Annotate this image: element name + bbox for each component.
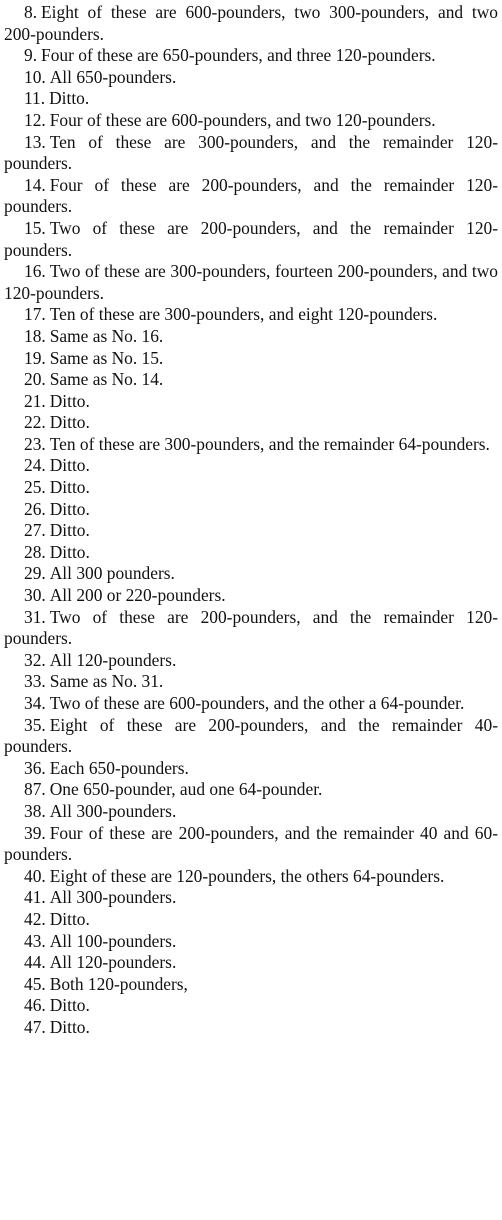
note-text: One 650-pounder, aud one 64-pounder. xyxy=(49,779,323,800)
note-text: Two of these are 200-pounders, and the remainder 120-pounders. xyxy=(4,606,498,649)
note-item xyxy=(4,779,498,801)
note-item xyxy=(4,866,498,888)
note-number: 47. xyxy=(24,1016,46,1037)
note-item xyxy=(4,348,498,370)
note-number: 21. xyxy=(24,390,46,411)
note-number: 13. xyxy=(24,131,46,152)
note-item xyxy=(4,542,498,564)
note-number: 26. xyxy=(24,498,46,519)
note-item xyxy=(4,218,498,261)
note-text: Ditto. xyxy=(49,412,90,433)
note-item xyxy=(4,2,498,45)
note-number: 16. xyxy=(24,261,46,282)
note-text: All 200 or 220-pounders. xyxy=(49,585,226,606)
note-number: 8. xyxy=(24,2,38,22)
note-number: 12. xyxy=(24,109,46,130)
note-number: 11. xyxy=(24,88,46,109)
note-item xyxy=(4,455,498,477)
note-text: Ditto. xyxy=(49,995,90,1016)
note-text: Ten of these are 300-pounders, and the remainder 120-pounders. xyxy=(4,131,498,174)
note-text: Ditto. xyxy=(49,88,90,109)
note-text: Ditto. xyxy=(49,908,90,929)
note-text: All 300-pounders. xyxy=(49,887,177,908)
note-number: 14. xyxy=(24,174,46,195)
note-text: Ten of these are 300-pounders, and the remainder 64-pounders. xyxy=(49,433,490,454)
note-item xyxy=(4,391,498,413)
note-item xyxy=(4,693,498,715)
note-text: Four of these are 200-pounders, and the remainder 40 and 60-pounders. xyxy=(4,822,498,865)
note-item xyxy=(4,434,498,456)
note-number: 39. xyxy=(24,822,46,843)
note-text: Same as No. 14. xyxy=(49,369,164,390)
note-item xyxy=(4,563,498,585)
note-text: Ditto. xyxy=(49,477,90,498)
note-text: Same as No. 15. xyxy=(49,347,164,368)
note-item xyxy=(4,412,498,434)
note-text: All 300 pounders. xyxy=(49,563,175,584)
note-number: 19. xyxy=(24,347,46,368)
note-item xyxy=(4,995,498,1017)
note-item xyxy=(4,585,498,607)
note-number: 46. xyxy=(24,995,46,1016)
note-number: 25. xyxy=(24,477,46,498)
note-item xyxy=(4,887,498,909)
note-item xyxy=(4,823,498,866)
note-number: 17. xyxy=(24,304,46,325)
note-item xyxy=(4,261,498,304)
note-text: All 100-pounders. xyxy=(49,930,177,951)
note-item xyxy=(4,369,498,391)
note-text: Eight of these are 200-pounders, and the remainder 40-pounders. xyxy=(4,714,498,757)
notes-list xyxy=(4,2,498,1039)
note-item xyxy=(4,110,498,132)
note-item xyxy=(4,715,498,758)
note-number: 34. xyxy=(24,693,46,713)
note-item xyxy=(4,671,498,693)
note-text: Four of these are 200-pounders, and the remainder 120-pounders. xyxy=(4,174,498,217)
note-item xyxy=(4,758,498,780)
note-number: 10. xyxy=(24,66,46,87)
note-text: All 300-pounders. xyxy=(49,800,177,821)
note-text: Eight of these are 600-pounders, two 300-pounders, and two 200-pounders. xyxy=(4,2,498,44)
note-item xyxy=(4,909,498,931)
note-text: Same as No. 16. xyxy=(49,325,164,346)
note-text: Four of these are 600-pounders, and two 120-pounders. xyxy=(49,109,436,130)
note-number: 31. xyxy=(24,606,46,627)
note-number: 20. xyxy=(24,369,46,390)
note-text: All 120-pounders. xyxy=(49,952,177,973)
note-number: 28. xyxy=(24,541,46,562)
note-number: 15. xyxy=(24,217,46,238)
note-text: Eight of these are 120-pounders, the others 64-pounders. xyxy=(49,865,445,886)
note-item xyxy=(4,520,498,542)
note-item xyxy=(4,931,498,953)
note-text: All 120-pounders. xyxy=(49,649,177,670)
note-text: Ditto. xyxy=(49,455,90,476)
note-number: 45. xyxy=(24,973,46,994)
note-item xyxy=(4,132,498,175)
note-text: Ditto. xyxy=(49,541,90,562)
note-text: Four of these are 650-pounders, and three 120-pounders. xyxy=(41,45,436,66)
note-text: Two of these are 200-pounders, and the remainder 120-pounders. xyxy=(4,217,498,260)
note-text: All 650-pounders. xyxy=(49,66,177,87)
note-item xyxy=(4,607,498,650)
note-number: 36. xyxy=(24,757,46,778)
note-number: 43. xyxy=(24,930,46,951)
note-number: 29. xyxy=(24,563,46,584)
note-text: Two of these are 300-pounders, fourteen 200-pounders, and two 120-pounders. xyxy=(4,261,498,303)
note-number: 35. xyxy=(24,714,46,735)
note-number: 40. xyxy=(24,865,46,886)
note-text: Both 120-pounders, xyxy=(49,973,188,994)
note-number: 22. xyxy=(24,412,46,433)
note-item xyxy=(4,477,498,499)
note-number: 38. xyxy=(24,800,46,821)
note-number: 9. xyxy=(24,45,38,66)
note-item xyxy=(4,1017,498,1039)
note-text: Ditto. xyxy=(49,390,90,411)
note-item xyxy=(4,175,498,218)
note-number: 42. xyxy=(24,908,46,929)
note-item xyxy=(4,801,498,823)
note-number: 27. xyxy=(24,520,46,541)
note-number: 41. xyxy=(24,887,46,908)
note-item xyxy=(4,952,498,974)
note-number: 30. xyxy=(24,585,46,606)
note-number: 24. xyxy=(24,455,46,476)
note-item xyxy=(4,88,498,110)
note-number: 44. xyxy=(24,952,46,973)
note-item xyxy=(4,67,498,89)
note-text: Ten of these are 300-pounders, and eight 120-pounders. xyxy=(49,304,438,325)
note-text: Each 650-pounders. xyxy=(49,757,189,778)
note-number: 33. xyxy=(24,671,46,692)
note-number: 23. xyxy=(24,433,46,454)
note-number: 18. xyxy=(24,325,46,346)
note-number: 32. xyxy=(24,649,46,670)
note-item xyxy=(4,326,498,348)
note-text: Ditto. xyxy=(49,520,90,541)
note-text: Same as No. 31. xyxy=(49,671,164,692)
note-item xyxy=(4,974,498,996)
note-text: Two of these are 600-pounders, and the other a 64-pounder. xyxy=(49,693,465,713)
note-item xyxy=(4,304,498,326)
note-item xyxy=(4,650,498,672)
note-text: Ditto. xyxy=(49,498,90,519)
note-number: 87. xyxy=(24,779,46,800)
note-item xyxy=(4,499,498,521)
note-item xyxy=(4,45,498,67)
note-text: Ditto. xyxy=(49,1016,90,1037)
